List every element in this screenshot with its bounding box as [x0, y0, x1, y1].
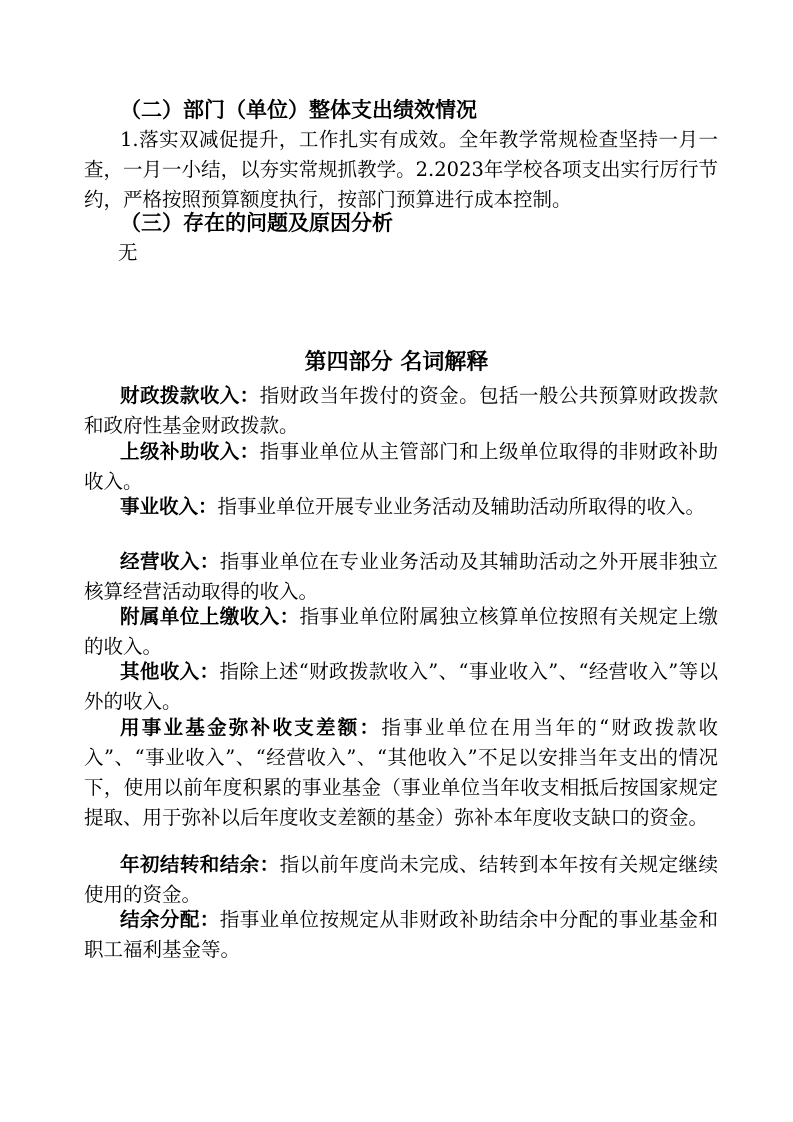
definition-term: 其他收入： — [120, 660, 220, 683]
definition-superior-subsidy — [84, 437, 718, 497]
definition-term: 经营收入： — [120, 550, 220, 573]
definition-affiliate-income — [84, 602, 718, 662]
section-body-problems: 无 — [118, 241, 138, 264]
definition-text: 指事业单位附属独立核算单位按照有关规定上缴的收入。 — [84, 605, 718, 658]
definition-text: 指事业单位从主管部门和上级单位取得的非财政补助收入。 — [84, 440, 718, 493]
definition-term: 结余分配： — [120, 908, 220, 931]
definition-term: 年初结转和结余： — [120, 853, 280, 876]
definition-text: 指事业单位按规定从非财政补助结余中分配的事业基金和职工福利基金等。 — [84, 908, 718, 961]
section-heading-performance: （二）部门（单位）整体支出绩效情况 — [120, 98, 477, 122]
definition-text: 指除上述“财政拨款收入”、“事业收入”、“经营收入”等以外的收入。 — [84, 660, 718, 713]
definition-business-fund-offset — [84, 713, 718, 833]
chapter-title: 第四部分 名词解释 — [304, 350, 489, 375]
definition-term: 财政拨款收入： — [120, 384, 260, 407]
definition-text: 指事业单位在专业业务活动及其辅助活动之外开展非独立核算经营活动取得的收入。 — [84, 550, 718, 603]
definition-business-income — [84, 492, 718, 522]
definition-operating-income — [84, 547, 718, 607]
definition-text: 指以前年度尚未完成、结转到本年按有关规定继续使用的资金。 — [84, 853, 718, 906]
definition-text: 指事业单位开展专业业务活动及辅助活动所取得的收入。 — [217, 495, 706, 518]
definition-term: 用事业基金弥补收支差额： — [120, 716, 382, 739]
definition-carryover — [84, 850, 718, 910]
definition-term: 附属单位上缴收入： — [120, 605, 300, 628]
section-heading-problems: （三）存在的问题及原因分析 — [120, 211, 393, 235]
definition-term: 事业收入： — [120, 495, 218, 518]
definition-fiscal-appropriation — [84, 381, 718, 441]
definition-text: 指财政当年拨付的资金。包括一般公共预算财政拨款和政府性基金财政拨款。 — [84, 384, 718, 437]
section-body-performance: 1.落实双减促提升，工作扎实有成效。全年教学常规检查坚持一月一查，一月一小结，以夯实常规抓教学。2.2023年学校各项支出实行厉行节约，严格按照预算额度执行，按部门预算进行成本控制。 — [84, 128, 718, 211]
definition-other-income — [84, 657, 718, 717]
definition-surplus-distribution — [84, 905, 718, 965]
definition-text: 指事业单位在用当年的“财政拨款收入”、“事业收入”、“经营收入”、“其他收入”不足以安排当年支出的情况下，使用以前年度积累的事业基金（事业单位当年收支相抵后按国家规定提取、用于弥补以后年度收支差额的基金）弥补本年度收支缺口的资金。 — [84, 716, 718, 829]
definition-term: 上级补助收入： — [120, 440, 260, 463]
